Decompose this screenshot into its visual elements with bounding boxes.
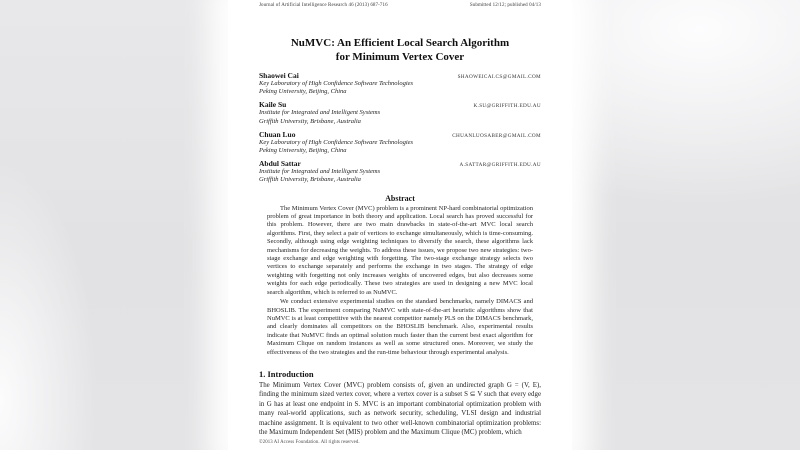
author-name-row bbox=[259, 159, 541, 168]
paper-page bbox=[228, 0, 572, 450]
author-affiliation: Peking University, Beijing, China bbox=[259, 88, 347, 96]
author-email: K.SU@GRIFFITH.EDU.AU bbox=[473, 103, 541, 110]
author-name: Kaile Su bbox=[259, 100, 287, 110]
abstract-paragraph-2: We conduct extensive experimental studies on the standard benchmarks, namely DIMACS and BHOSLIB. The experiment comparing NuMVC with state-of-the-art heuristic algorithms show that NuMVC is at least competitive with the nearest competitor namely PLS on the DIMACS benchmark, and clearly dominates all competitors on the BHOSLIB benchmark. Also, experimental results indicate that NuMVC finds an optimal solution much faster than the current best exact algorithm for Maximum Clique on random instances as well as some structured ones. Moreover, we study the effectiveness of the two strategies and the run-time behaviour through experimental analysis. bbox=[267, 298, 533, 356]
author-email: SHAOWEICAI.CS@GMAIL.COM bbox=[457, 74, 541, 80]
copyright-footer: ©2013 AI Access Foundation. All rights reserved. bbox=[259, 440, 360, 445]
paper-title-line1: NuMVC: An Efficient Local Search Algorithm bbox=[290, 37, 510, 49]
author-entry bbox=[259, 100, 541, 125]
abstract-paragraph-1: The Minimum Vertex Cover (MVC) problem is a prominent NP-hard combinatorial optimization problem of great importance in both theory and application. Local search has proved successful for this problem. However, there are two main drawbacks in state-of-the-art MVC local search algorithms. First, they select a pair of vertices to exchange simultaneously, which is time-consuming. Secondly, although using edge weighting techniques to diversify the search, these algorithms lack mechanisms for decreasing the weights. To address these issues, we propose two new strategies: two-stage exchange and edge weighting with forgetting. The two-stage exchange strategy selects two vertices to exchange separately and performs the exchange in two stages. The strategy of edge weighting with forgetting not only increases weights of uncovered edges, but also decreases some weights for each edge periodically. These two strategies are used in designing a new MVC local search algorithm, which is referred to as NuMVC. bbox=[267, 204, 533, 296]
author-affiliation: Institute for Integrated and Intelligent Systems bbox=[259, 168, 381, 176]
author-email: CHUANLUOSABER@GMAIL.COM bbox=[452, 132, 541, 139]
author-entry bbox=[259, 159, 541, 184]
author-name: Shaowei Cai bbox=[259, 71, 299, 80]
running-header bbox=[259, 3, 541, 9]
author-name-row bbox=[259, 71, 541, 80]
author-email: A.SATTAR@GRIFFITH.EDU.AU bbox=[459, 162, 541, 169]
author-name-row bbox=[259, 100, 541, 109]
author-name-row bbox=[259, 130, 541, 139]
abstract-heading: Abstract bbox=[385, 193, 415, 203]
author-block bbox=[259, 71, 541, 185]
journal-reference: Journal of Artificial Intelligence Research 46 (2013) 687-716 bbox=[259, 3, 388, 8]
author-affiliation: Key Laboratory of High Confidence Software Technologies bbox=[259, 80, 414, 87]
author-name: Chuan Luo bbox=[259, 129, 296, 139]
author-affiliation: Peking University, Beijing, China bbox=[259, 147, 347, 155]
paper-title bbox=[259, 36, 541, 64]
author-entry bbox=[259, 71, 541, 96]
author-name: Abdul Sattar bbox=[259, 159, 301, 169]
section-heading-introduction: 1. Introduction bbox=[259, 368, 314, 379]
author-entry bbox=[259, 130, 541, 155]
introduction-paragraph: The Minimum Vertex Cover (MVC) problem consists of, given an undirected graph G = (V, E), finding the minimum sized vertex cover, where a vertex cover is a subset S ⊆ V such that every edge in G has at least one endpoint in S. MVC is an important combinatorial optimization problem with many real-world applications, such as network security, scheduling, VLSI design and industrial machine assignment. It is equivalent to two other well-known combinatorial optimization problems: the Maximum Independent Set (MIS) problem and the Maximum Clique (MC) problem, which bbox=[259, 381, 541, 436]
paper-title-line2: for Minimum Vertex Cover bbox=[335, 51, 465, 63]
author-affiliation: Griffith University, Brisbane, Australia bbox=[259, 117, 361, 125]
author-affiliation: Institute for Integrated and Intelligent Systems bbox=[259, 109, 381, 117]
submission-note: Submitted 12/12; published 04/13 bbox=[469, 3, 541, 8]
author-affiliation: Key Laboratory of High Confidence Software Technologies bbox=[259, 138, 414, 146]
author-affiliation: Griffith University, Brisbane, Australia bbox=[259, 176, 361, 184]
